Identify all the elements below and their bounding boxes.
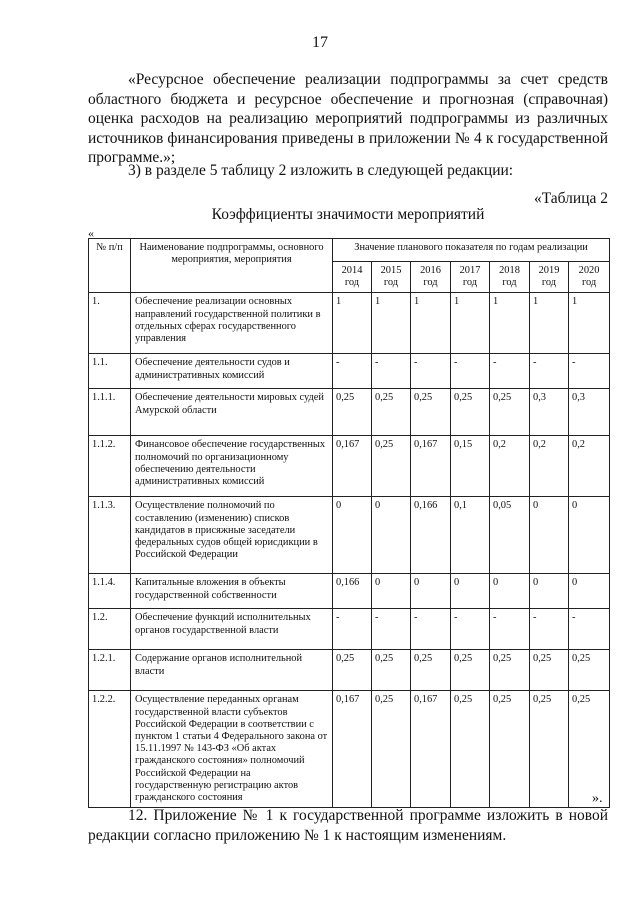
row-value: 0,25 [530,691,569,808]
header-year: 2014 год [333,262,372,293]
row-value: - [490,354,530,389]
table-row [89,436,610,497]
row-value: - [569,354,610,389]
row-value: 0 [333,497,372,574]
table-row [89,574,610,609]
row-value: - [372,354,411,389]
header-num: № п/п [89,239,131,293]
row-value: 0 [569,497,610,574]
row-value: 1 [451,293,490,354]
header-year: 2016 год [411,262,451,293]
row-value: 1 [372,293,411,354]
row-value: 0,25 [411,389,451,436]
row-value: 0,2 [490,436,530,497]
row-value: 0 [372,574,411,609]
row-value: 0,25 [372,650,411,691]
row-number: 1.1.1. [89,389,131,436]
row-value: 0,167 [333,436,372,497]
row-value: 0,25 [333,389,372,436]
opening-quote: « [88,226,94,240]
header-year: 2019 год [530,262,569,293]
row-value: 0,3 [569,389,610,436]
row-name: Капитальные вложения в объекты государственной собственности [131,574,333,609]
row-value: 0,25 [451,650,490,691]
row-value: - [411,609,451,650]
row-name: Обеспечение реализации основных направлений государственной политики в отдельных сферах государственного управления [131,293,333,354]
row-value: 1 [569,293,610,354]
row-number: 1.2. [89,609,131,650]
table-row [89,293,610,354]
row-value: 0,25 [372,389,411,436]
table-row [89,650,610,691]
row-value: 0 [490,574,530,609]
row-value: 0,25 [333,650,372,691]
paragraph-section-5: 3) в разделе 5 таблицу 2 изложить в следующей редакции: [128,162,514,179]
row-value: 0,1 [451,497,490,574]
header-values-group: Значение планового показателя по годам реализации [333,239,610,262]
table-row [89,497,610,574]
row-value: 0,15 [451,436,490,497]
table-row [89,354,610,389]
row-value: 1 [490,293,530,354]
header-name: Наименование подпрограммы, основного мероприятия, мероприятия [131,239,333,293]
row-name: Обеспечение деятельности судов и административных комиссий [131,354,333,389]
row-number: 1.2.1. [89,650,131,691]
row-name: Обеспечение функций исполнительных органов государственной власти [131,609,333,650]
row-value: 0 [372,497,411,574]
row-value: - [490,609,530,650]
row-number: 1. [89,293,131,354]
row-value: - [411,354,451,389]
row-number: 1.1.4. [89,574,131,609]
row-value: 0,166 [333,574,372,609]
row-value: 0,3 [530,389,569,436]
page-number: 17 [312,34,328,51]
header-year: 2015 год [372,262,411,293]
row-value: 0,2 [569,436,610,497]
row-value: - [530,609,569,650]
row-value: 0,167 [333,691,372,808]
row-value: 1 [333,293,372,354]
row-number: 1.2.2. [89,691,131,808]
row-value: 0,25 [372,691,411,808]
header-year: 2017 год [451,262,490,293]
row-value: 0 [569,574,610,609]
row-value: 0 [530,497,569,574]
table-row [89,389,610,436]
table-label: «Таблица 2 [533,190,608,207]
coefficients-table [88,238,610,808]
row-value: 0,167 [411,436,451,497]
row-value: 0,25 [490,691,530,808]
row-value: 0,167 [411,691,451,808]
row-value: 0,25 [451,389,490,436]
row-value: - [333,609,372,650]
row-value: - [333,354,372,389]
header-year: 2020 год [569,262,610,293]
closing-quote: ». [592,791,603,806]
row-value: 0 [411,574,451,609]
paragraph-resource-provision: «Ресурсное обеспечение реализации подпрограммы за счет средств областного бюджета и ресурсное обеспечение и прогнозная (справочная) оценка расходов на реализацию мероприятий подпрограммы из различных источников финансирования приведены в приложении № 4 к государственной программе.»; [88,71,608,166]
row-value: 1 [530,293,569,354]
row-name: Содержание органов исполнительной власти [131,650,333,691]
row-value: - [372,609,411,650]
row-value: 0,25 [411,650,451,691]
header-year: 2018 год [490,262,530,293]
row-name: Осуществление полномочий по составлению (изменению) списков кандидатов в присяжные заседатели федеральных судов общей юрисдикции в Российской Федерации [131,497,333,574]
row-number: 1.1.3. [89,497,131,574]
row-value: 0,05 [490,497,530,574]
table-body [89,293,610,808]
row-value: 0,166 [411,497,451,574]
row-value: 0,2 [530,436,569,497]
row-value: 0,25 [451,691,490,808]
paragraph-appendix-1: 12. Приложение № 1 к государственной программе изложить в новой редакции согласно приложению № 1 к настоящим изменениям. [88,807,608,844]
row-value: 0,25 [372,436,411,497]
row-value: 0,25 [569,650,610,691]
row-value: 0 [530,574,569,609]
row-value: 0,25 [490,389,530,436]
row-number: 1.1. [89,354,131,389]
row-name: Финансовое обеспечение государственных полномочий по организационному обеспечению деятельности административных комиссий [131,436,333,497]
table-title: Коэффициенты значимости мероприятий [211,206,485,223]
row-value: 0,25 [530,650,569,691]
row-number: 1.1.2. [89,436,131,497]
row-value: - [451,609,490,650]
row-value: 0,25 [569,691,610,808]
row-value: 0,25 [490,650,530,691]
table-row [89,691,610,808]
row-name: Обеспечение деятельности мировых судей Амурской области [131,389,333,436]
row-value: 1 [411,293,451,354]
row-value: - [530,354,569,389]
row-name: Осуществление переданных органам государственной власти субъектов Российской Федерации в соответствии с пунктом 1 статьи 4 Федерального закона от 15.11.1997 № 143-ФЗ «Об актах гражданского состояния» полномочий Российской Федерации на государственную регистрацию актов гражданского состояния [131,691,333,808]
row-value: - [451,354,490,389]
table-row [89,609,610,650]
row-value: 0 [451,574,490,609]
row-value: - [569,609,610,650]
